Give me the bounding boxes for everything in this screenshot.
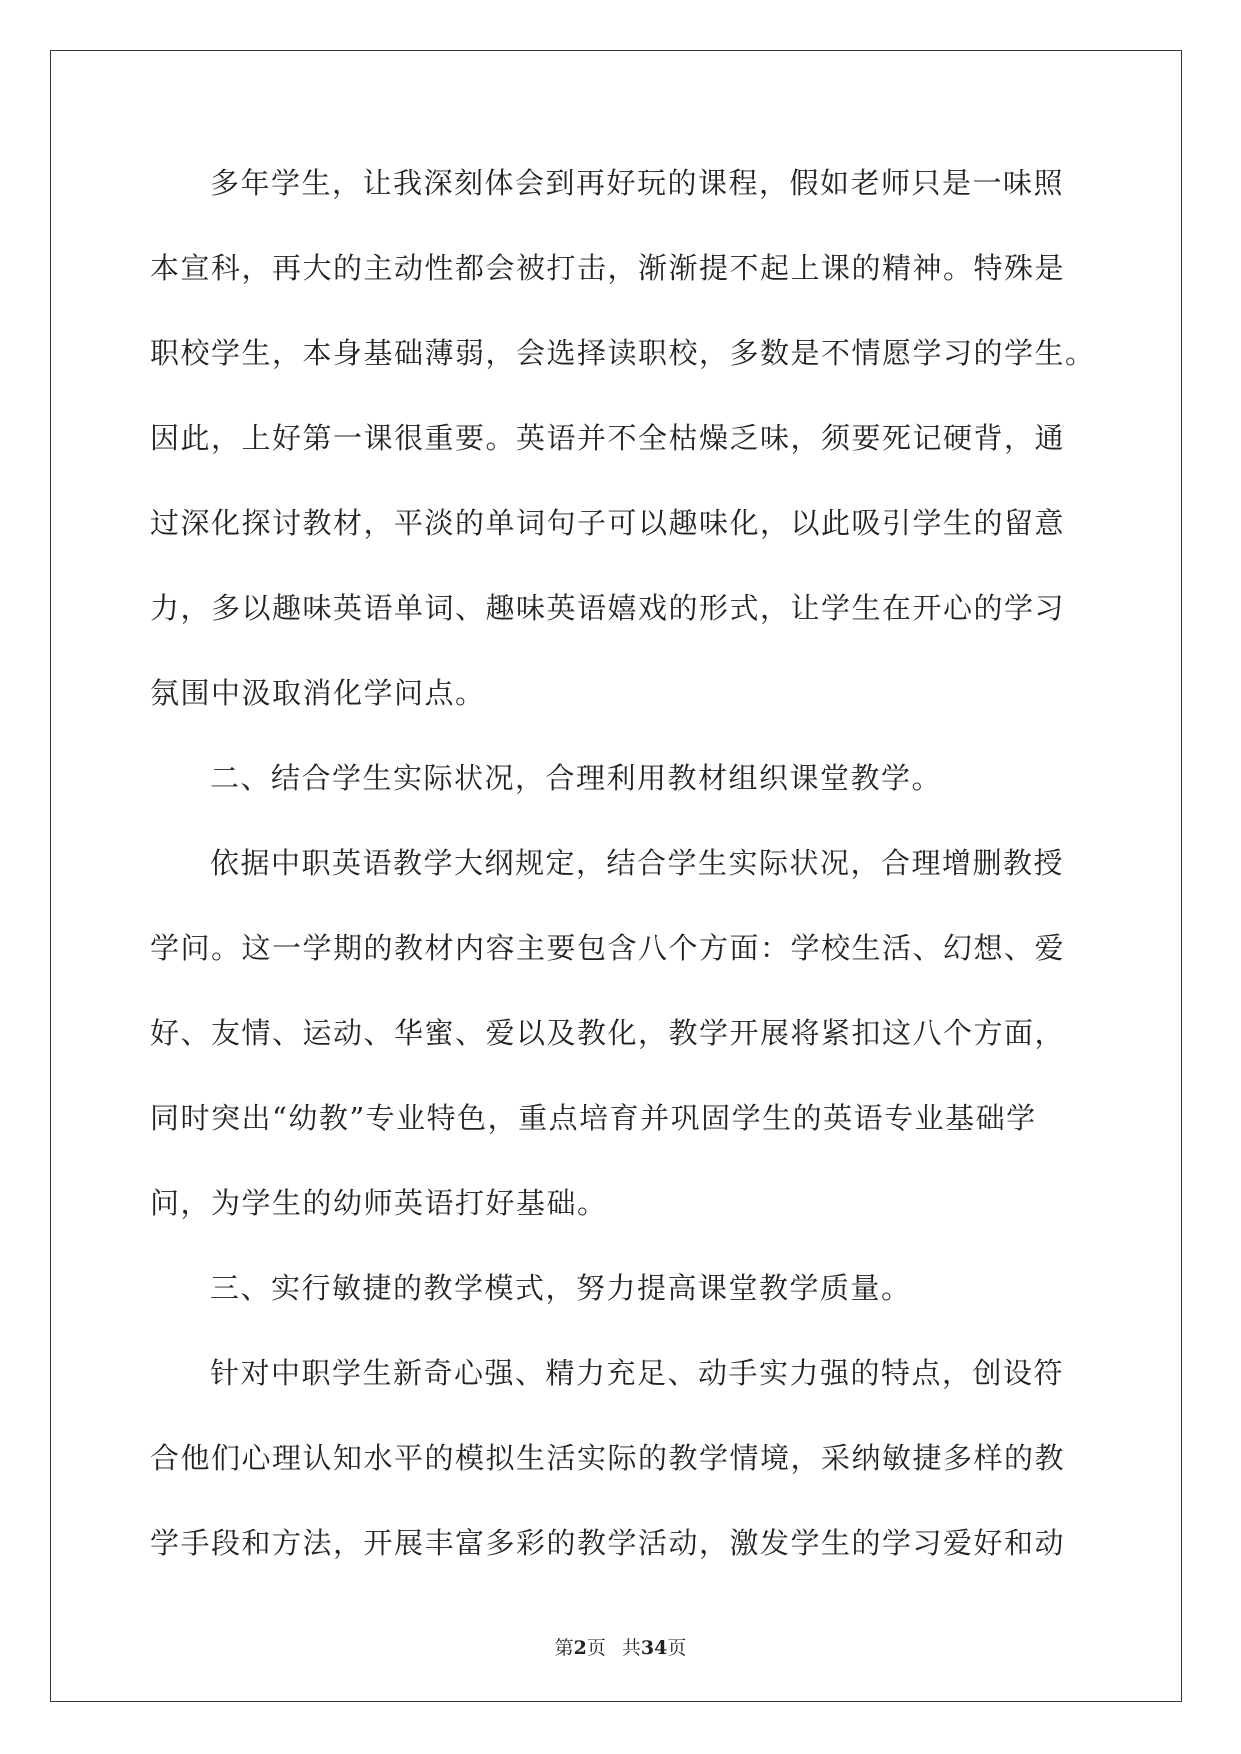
text-line-7: 氛围中汲取消化学问点。 — [150, 676, 486, 710]
text-line-5: 过深化探讨教材，平淡的单词句子可以趣味化，以此吸引学生的留意 — [150, 506, 1066, 540]
text-line-11: 好、友情、运动、华蜜、爱以及教化，教学开展将紧扣这八个方面， — [150, 1016, 1066, 1050]
text-line-17: 学手段和方法，开展丰富多彩的教学活动，激发学生的学习爱好和动 — [150, 1526, 1066, 1560]
page-number: 2 — [573, 1637, 587, 1659]
text-line-4: 因此，上好第一课很重要。英语并不全枯燥乏味，须要死记硬背，通 — [150, 421, 1066, 455]
section-heading-2: 二、结合学生实际状况，合理利用教材组织课堂教学。 — [210, 761, 943, 795]
text-line-3: 职校学生，本身基础薄弱，会选择读职校，多数是不情愿学习的学生。 — [150, 336, 1096, 370]
total-prefix: 共 — [621, 1637, 641, 1659]
text-line-2: 本宣科，再大的主动性都会被打击，渐渐提不起上课的精神。特殊是 — [150, 251, 1066, 285]
text-line-12: 同时突出“幼教”专业特色，重点培育并巩固学生的英语专业基础学 — [150, 1101, 1037, 1135]
total-pages: 34 — [640, 1637, 668, 1659]
text-line-16: 合他们心理认知水平的模拟生活实际的教学情境，采纳敏捷多样的教 — [150, 1441, 1066, 1475]
text-line-15: 针对中职学生新奇心强、精力充足、动手实力强的特点，创设符 — [210, 1356, 1065, 1390]
text-line-13: 问，为学生的幼师英语打好基础。 — [150, 1186, 608, 1220]
document-body — [150, 157, 1098, 1602]
total-suffix: 页 — [667, 1637, 687, 1659]
section-heading-3: 三、实行敏捷的教学模式，努力提高课堂教学质量。 — [210, 1271, 912, 1305]
text-line-1: 多年学生，让我深刻体会到再好玩的课程，假如老师只是一味照 — [210, 166, 1065, 200]
text-line-10: 学问。这一学期的教材内容主要包含八个方面：学校生活、幻想、爱 — [150, 931, 1066, 965]
page-footer — [0, 1636, 1241, 1660]
text-line-9: 依据中职英语教学大纲规定，结合学生实际状况，合理增删教授 — [210, 846, 1065, 880]
page-prefix: 第 — [554, 1637, 574, 1659]
text-line-6: 力，多以趣味英语单词、趣味英语嬉戏的形式，让学生在开心的学习 — [150, 591, 1066, 625]
page-suffix: 页 — [586, 1637, 606, 1659]
